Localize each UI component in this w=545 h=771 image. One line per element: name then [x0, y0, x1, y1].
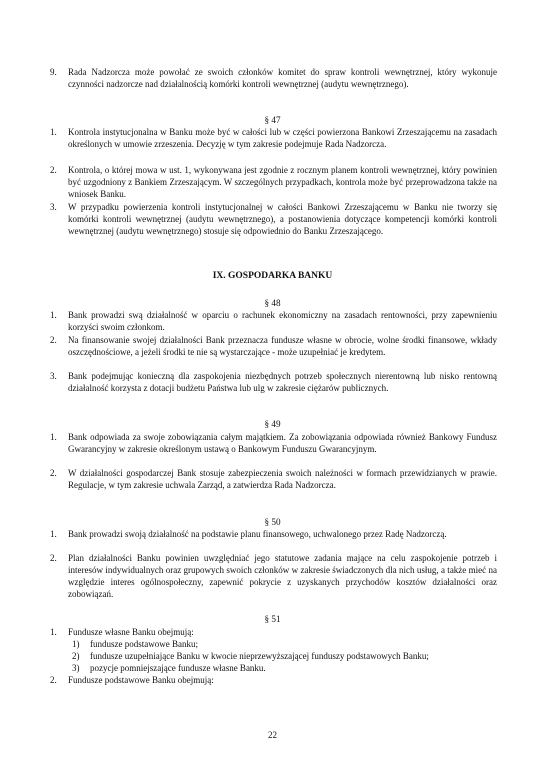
s51-subitem-1	[72, 638, 497, 650]
item-text: W działalności gospodarczej Bank stosuje zabezpieczenia swoich należności w formach przewidzianych w prawie. Regulacje, w tym zakresie uchwala Zarząd, a zatwierdza Rada Nadzorcza.	[68, 468, 497, 490]
subitem-number: 1)	[72, 639, 80, 649]
item-text: Kontrola instytucjonalna w Banku może być w całości lub w części powierzona Bankowi Zrzeszającemu na zasadach określonych w umowie zrzeszenia. Decyzję w tym zakresie podejmuje Rada Nadzorcza.	[68, 127, 497, 149]
item-number: 1.	[50, 529, 57, 539]
item-number: 2.	[50, 675, 57, 685]
item-number: 3.	[50, 202, 57, 212]
s51-subitem-2	[72, 650, 497, 662]
section-47-heading: § 47	[264, 115, 281, 125]
item-text: Rada Nadzorcza może powołać ze swoich członków komitet do spraw kontroli wewnętrznej, który wykonuje czynności nadzorcze nad działalnością komórki kontroli wewnętrznej (audytu wewnętrznego).	[68, 67, 497, 89]
s48-item-3	[50, 370, 497, 394]
subitem-text: fundusze podstawowe Banku;	[90, 639, 198, 649]
section-49-heading: § 49	[264, 419, 281, 429]
s50-item-2	[50, 552, 497, 600]
subitem-text: pozycje pomniejszające fundusze własne Banku.	[90, 663, 266, 673]
item-number: 1.	[50, 127, 57, 137]
s49-item-2	[50, 467, 497, 491]
item-number: 3.	[50, 371, 57, 381]
s47-item-2	[50, 164, 497, 200]
item-number: 9.	[50, 67, 57, 77]
item-text: Fundusze podstawowe Banku obejmują:	[68, 675, 214, 685]
page-number: 22	[268, 730, 277, 740]
s47-item-1	[50, 126, 497, 150]
s47-item-3	[50, 201, 497, 237]
item-number: 1.	[50, 627, 57, 637]
s51-item-1	[50, 626, 497, 638]
item-text: Bank prowadzi swą działalność w oparciu o rachunek ekonomiczny na zasadach rentowności, przy zapewnieniu korzyści swoim członkom.	[68, 310, 497, 332]
s48-item-1	[50, 309, 497, 333]
subitem-number: 2)	[72, 651, 80, 661]
subitem-text: fundusze uzupełniające Banku w kwocie nieprzewyższającej funduszy podstawowych Banku;	[90, 651, 429, 661]
item-number: 2.	[50, 165, 57, 175]
chapter-title: IX. GOSPODARKA BANKU	[212, 271, 333, 281]
item-text: W przypadku powierzenia kontroli instytucjonalnej w całości Bankowi Zrzeszającemu w Banku nie tworzy się komórki kontroli wewnętrznej (audytu wewnętrznego), a postanowienia dotyczące kompetencji komórki kontroli wewnętrznej (audytu wewnętrznego) stosuje się odpowiednio do Banku Zrzeszającego.	[68, 202, 497, 236]
section-48-heading: § 48	[264, 298, 281, 308]
item-text: Fundusze własne Banku obejmują:	[68, 627, 194, 637]
section-50-heading: § 50	[264, 517, 281, 527]
item-text: Bank podejmując konieczną dla zaspokojenia niezbędnych potrzeb społecznych nierentowną lub nisko rentowną działalność korzysta z dotacji budżetu Państwa lub ulg w zakresie ciężarów publicznych.	[68, 371, 497, 393]
subitem-number: 3)	[72, 663, 80, 673]
s51-subitem-3	[72, 662, 497, 674]
item-text: Na finansowanie swojej działalności Bank przeznacza fundusze własne w obrocie, wolne środki finansowe, wkłady oszczędnościowe, a jeżeli środki te nie są wystarczające - może uzupełniać je kredytem.	[68, 335, 497, 357]
s50-item-1	[50, 528, 497, 540]
item-text: Bank odpowiada za swoje zobowiązania całym majątkiem. Za zobowiązania odpowiada również Bankowy Fundusz Gwarancyjny w zakresie określonym ustawą o Bankowym Funduszu Gwarancyjnym.	[68, 432, 497, 454]
item-number: 2.	[50, 468, 57, 478]
item-number: 2.	[50, 335, 57, 345]
item-number: 2.	[50, 553, 57, 563]
s49-item-1	[50, 431, 497, 455]
paragraph-item-9	[50, 66, 497, 90]
section-51-heading: § 51	[264, 614, 281, 624]
s48-item-2	[50, 334, 497, 358]
item-number: 1.	[50, 432, 57, 442]
s51-item-2	[50, 674, 497, 686]
item-text: Plan działalności Banku powinien uwzględniać jego statutowe zadania mające na celu zaspokojenie potrzeb i interesów indywidualnych oraz grupowych swoich członków w zakresie świadczonych dla nich usług, a także mieć na względzie interes ogólnospołeczny, zapewnić pokrycie z uzyskanych przychodów kosztów działalności oraz zobowiązań.	[68, 553, 497, 599]
item-text: Kontrola, o której mowa w ust. 1, wykonywana jest zgodnie z rocznym planem kontroli wewnętrznej, który powinien być uzgodniony z Bankiem Zrzeszającym. W szczególnych przypadkach, kontrola może być przeprowadzona także na wniosek Banku.	[68, 165, 497, 199]
item-text: Bank prowadzi swoją działalność na podstawie planu finansowego, uchwalonego przez Radę Nadzorczą.	[68, 529, 447, 539]
item-number: 1.	[50, 310, 57, 320]
